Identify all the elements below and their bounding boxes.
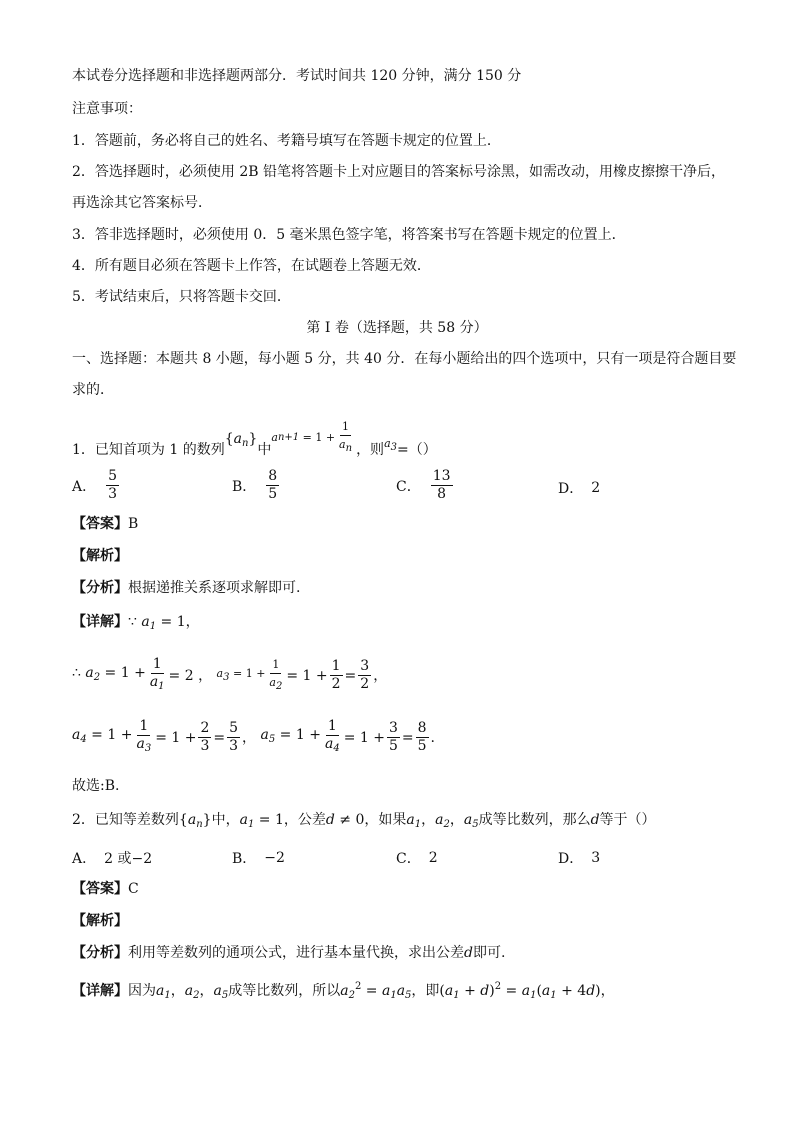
q1-solution-step-2: $a_4 = 1$ + $\frac{1}{a_3}$ = 1 + $\frac{2}{3}$ = $\frac{5}{3}$ ， $a_5 = 1$ + $\frac{1}{a_4}$ = 1 + $\frac{3}{5}$ = $\frac{8}{5}$ . <box>72 718 435 754</box>
exam-intro: 本试卷分选择题和非选择题两部分．考试时间共 120 分钟，满分 150 分 <box>72 68 522 84</box>
q1-analysis-tag: 【解析】 <box>72 548 128 564</box>
section-title: 第 I 卷（选择题，共 58 分） <box>306 320 488 336</box>
q1-fenxi: 【分析】根据递推关系逐项求解即可. <box>72 580 301 596</box>
notice-item-4: 4．所有题目必须在答题卡上作答，在试题卷上答题无效． <box>72 258 431 274</box>
q2-option-d[interactable]: D． 3 <box>558 850 601 867</box>
q1-stem-text: 1．已知首项为 1 的数列 <box>72 441 225 458</box>
q1-stem-mid: 中 <box>257 441 272 458</box>
q1-recurrence: a n+1 = 1 + $\frac{1}{a_n}$ <box>271 420 353 454</box>
q1-option-b[interactable]: B． $\frac{8}{5}$ <box>232 468 278 502</box>
q2-xiangjie: 【详解】因为$a_1$，$a_2$，$a_5$成等比数列，所以$a_2^2 = a_1a_5$，即$(a_1 + d)^2 = a_1(a_1 + 4d)$， <box>72 981 615 1001</box>
q1-option-c[interactable]: C． $\frac{13}{8}$ <box>396 468 451 502</box>
q1-solution-step-1: ∴ $a_2 = 1$ + $\frac{1}{a_1}$ = 2 ， $a_3 = 1$ + $\frac{1}{a_2}$ = 1 + $\frac{1}{2}$ = $\frac{3}{2}$ ， <box>72 656 388 692</box>
notice-item-2-cont: 再选涂其它答案标号． <box>72 195 212 211</box>
q1-stem-end: =（） <box>397 441 437 458</box>
q2-stem: 2．已知等差数列$\{a_n\}$中，$a_1 = 1$，公差d ≠ 0，如果$a_1$，$a_2$，$a_5$成等比数列，那么d等于（） <box>72 812 656 830</box>
notice-item-5: 5．考试结束后，只将答题卡交回． <box>72 289 291 305</box>
notice-title: 注意事项： <box>72 101 142 117</box>
q1-seq-symbol: $\{a_n\}$ <box>224 431 258 449</box>
q2-option-b[interactable]: B． −2 <box>232 850 285 867</box>
q1-target: $a_3$ <box>384 436 397 453</box>
notice-item-3: 3．答非选择题时，必须使用 0．5 毫米黑色签字笔，将答案书写在答题卡规定的位置上． <box>72 227 626 243</box>
q1-answer: 【答案】B <box>72 516 139 532</box>
q2-option-c[interactable]: C． 2 <box>396 850 438 867</box>
q2-option-a[interactable]: A． 2 或−2 <box>72 851 153 867</box>
notice-item-1: 1．答题前，务必将自己的姓名、考籍号填写在答题卡规定的位置上． <box>72 133 501 149</box>
q1-option-a[interactable]: A． $\frac{5}{3}$ <box>72 468 118 502</box>
q1-xiangjie: 【详解】∵ $a_1 = 1$， <box>72 614 200 632</box>
q1-stem <box>72 420 437 469</box>
q2-fenxi: 【分析】利用等差数列的通项公式，进行基本量代换，求出公差d即可. <box>72 945 506 961</box>
q1-conclusion: 故选:B. <box>72 778 120 794</box>
q1-stem-suffix: ，则 <box>356 441 385 458</box>
section-heading-cont: 求的． <box>72 382 114 398</box>
section-heading: 一、选择题：本题共 8 小题，每小题 5 分，共 40 分．在每小题给出的四个选项中，只有一项是符合题目要 <box>72 351 737 367</box>
q2-analysis-tag: 【解析】 <box>72 913 128 929</box>
q1-option-d[interactable]: D． 2 <box>558 480 601 497</box>
q2-answer: 【答案】C <box>72 881 139 897</box>
notice-item-2: 2．答选择题时，必须使用 2B 铅笔将答题卡上对应题目的答案标号涂黑，如需改动，用橡皮擦擦干净后， <box>72 164 726 180</box>
